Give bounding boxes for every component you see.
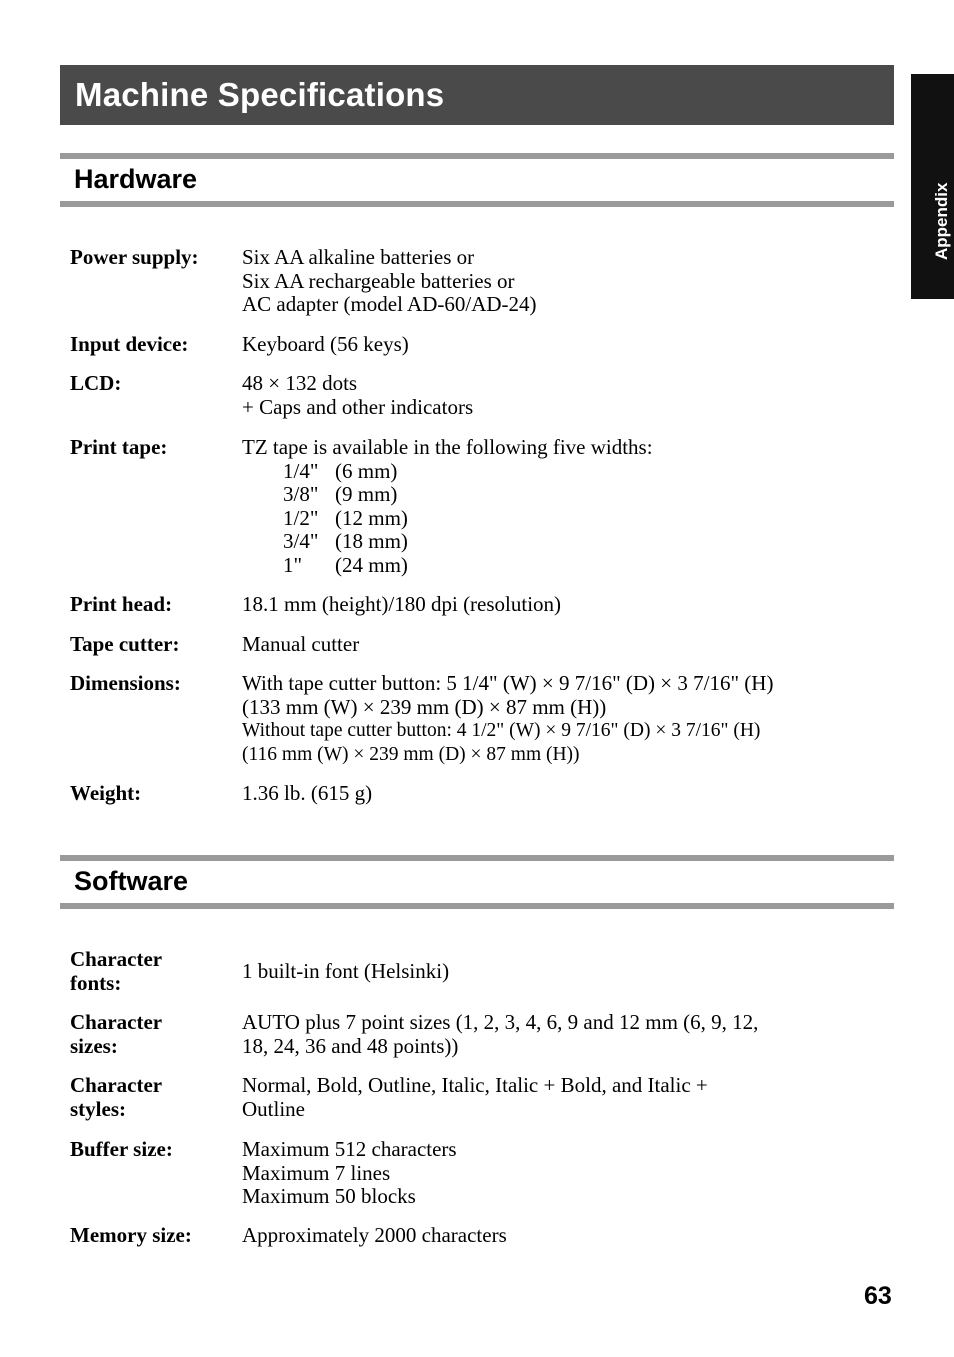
tape-width-mm: (18 mm) <box>335 529 408 553</box>
tape-width-row <box>242 460 882 484</box>
hardware-heading: Hardware <box>74 164 198 194</box>
spec-label-line: Character <box>70 1073 163 1097</box>
spec-value-line: (133 mm (W) × 239 mm (D) × 87 mm (H)) <box>242 694 607 719</box>
spec-value-line: Maximum 512 characters <box>242 1137 457 1161</box>
page-title-bar <box>60 65 894 125</box>
spec-value-line: Outline <box>242 1096 305 1121</box>
spec-label: Tape cutter: <box>70 632 180 656</box>
tape-width-mm: (6 mm) <box>335 458 398 483</box>
tape-width-row <box>242 530 882 554</box>
spec-value-line: AUTO plus 7 point sizes (1, 2, 3, 4, 6, 9 and 12 mm (6, 9, 12, <box>242 1010 759 1034</box>
spec-value <box>242 1074 882 1121</box>
spec-value <box>242 672 882 766</box>
tape-width-mm: (9 mm) <box>335 482 398 506</box>
spec-value-line: Normal, Bold, Outline, Italic, Italic + Bold, and Italic + <box>242 1073 708 1097</box>
spec-value <box>242 782 882 806</box>
spec-label: Dimensions: <box>70 671 181 695</box>
spec-value-line: Maximum 50 blocks <box>242 1184 416 1208</box>
spec-value-line: 18, 24, 36 and 48 points)) <box>242 1033 459 1058</box>
page-title: Machine Specifications <box>75 76 445 113</box>
tape-width-inch: 1/2" <box>283 505 319 530</box>
spec-value-line: Without tape cutter button: 4 1/2" (W) × 9 7/16" (D) × 3 7/16" (H) <box>242 720 761 741</box>
spec-label <box>70 1011 235 1058</box>
tape-width-inch: 1" <box>283 552 303 577</box>
spec-value-line: 18.1 mm (height)/180 dpi (resolution) <box>242 592 562 616</box>
spec-value-line: TZ tape is available in the following five widths: <box>242 435 653 459</box>
spec-value-line: Manual cutter <box>242 632 360 656</box>
spec-label-line: sizes: <box>70 1033 118 1058</box>
spec-value <box>242 436 882 577</box>
spec-label: Buffer size: <box>70 1137 173 1161</box>
spec-label-line: Character <box>70 947 163 971</box>
spec-value-line: AC adapter (model AD-60/AD-24) <box>242 292 537 316</box>
spec-label: Print tape: <box>70 435 168 459</box>
page-number: 63 <box>864 1282 892 1310</box>
appendix-tab <box>911 74 954 299</box>
spec-value-line: + Caps and other indicators <box>242 394 474 419</box>
spec-value <box>242 1224 882 1248</box>
spec-label <box>70 948 235 995</box>
spec-label: Print head: <box>70 592 173 616</box>
spec-value <box>242 593 882 617</box>
spec-value-line: Six AA rechargeable batteries or <box>242 268 515 293</box>
spec-value-line: 48 × 132 dots <box>242 371 358 395</box>
hardware-section-header <box>60 153 894 207</box>
spec-value-line: 1.36 lb. (615 g) <box>242 781 373 805</box>
spec-label: LCD: <box>70 371 122 395</box>
tape-width-row <box>242 483 882 507</box>
spec-label <box>70 1074 235 1121</box>
spec-label-line: Character <box>70 1010 163 1034</box>
software-heading: Software <box>74 866 189 896</box>
tape-width-inch: 1/4" <box>283 458 319 483</box>
spec-label-line: styles: <box>70 1096 126 1121</box>
spec-label: Memory size: <box>70 1223 192 1247</box>
tape-width-row <box>242 554 882 578</box>
spec-value <box>242 960 882 984</box>
spec-label: Weight: <box>70 781 142 805</box>
spec-value <box>242 333 882 357</box>
spec-value <box>242 1138 882 1209</box>
spec-value-line: Approximately 2000 characters <box>242 1223 507 1247</box>
spec-label: Input device: <box>70 332 189 356</box>
spec-value-line: Keyboard (56 keys) <box>242 332 409 356</box>
software-section-header <box>60 855 894 909</box>
spec-label: Power supply: <box>70 245 199 269</box>
tape-width-mm: (12 mm) <box>335 505 408 530</box>
spec-value-line: Maximum 7 lines <box>242 1160 391 1185</box>
tape-width-inch: 3/4" <box>283 529 319 553</box>
spec-value <box>242 246 882 317</box>
spec-value-line: 1 built-in font (Helsinki) <box>242 959 450 983</box>
spec-value <box>242 1011 882 1058</box>
spec-value-line: (116 mm (W) × 239 mm (D) × 87 mm (H)) <box>242 743 580 765</box>
spec-label-line: fonts: <box>70 970 122 995</box>
appendix-tab-label: Appendix <box>932 182 951 260</box>
spec-value-line: With tape cutter button: 5 1/4" (W) × 9 7/16" (D) × 3 7/16" (H) <box>242 671 774 695</box>
tape-width-mm: (24 mm) <box>335 552 408 577</box>
tape-width-inch: 3/8" <box>283 482 319 506</box>
spec-value <box>242 372 882 419</box>
spec-value <box>242 633 882 657</box>
spec-value-line: Six AA alkaline batteries or <box>242 245 475 269</box>
tape-width-row <box>242 507 882 531</box>
